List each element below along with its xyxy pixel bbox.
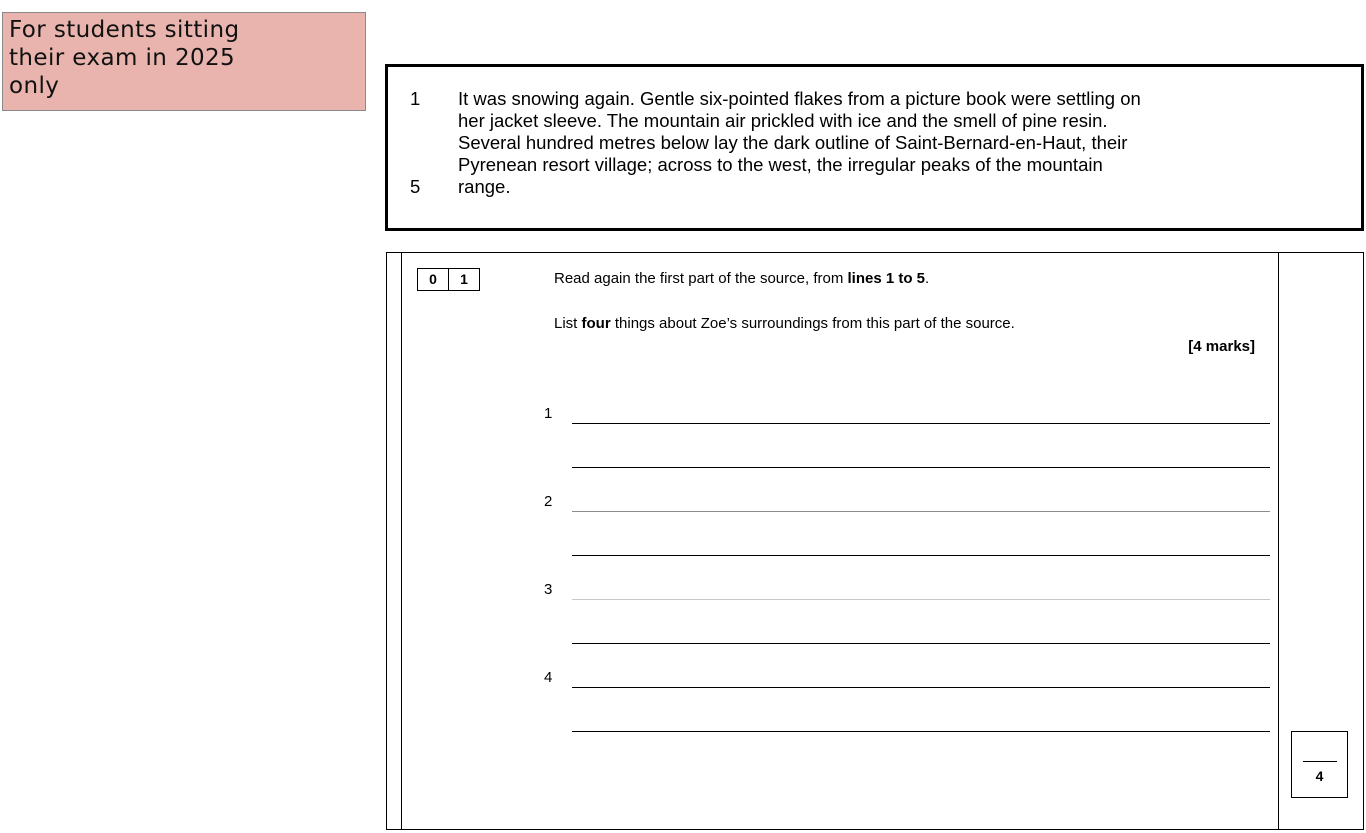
answer-line[interactable]: [572, 599, 1270, 600]
answer-line[interactable]: [572, 423, 1270, 424]
exam-year-notice: [2, 12, 366, 111]
instruction-bold: lines 1 to 5: [847, 270, 926, 287]
instruction-text: .: [925, 270, 930, 287]
source-text: Several hundred metres below lay the dark outline of Saint-Bernard-en-Haut, their: [458, 132, 1128, 153]
question-number-digit: 0: [429, 271, 437, 287]
task-bold: four: [581, 315, 611, 332]
notice-line: their exam in 2025: [9, 45, 236, 71]
answer-number: 3: [544, 581, 553, 598]
question-task: [554, 315, 1015, 333]
answer-line[interactable]: [572, 643, 1270, 644]
question-number: [417, 268, 480, 291]
score-total: 4: [1315, 768, 1324, 784]
answer-line[interactable]: [572, 687, 1270, 688]
answer-line[interactable]: [572, 467, 1270, 468]
line-number: 5: [410, 176, 421, 197]
source-extract: [385, 64, 1364, 231]
source-text: range.: [458, 176, 511, 197]
notice-line: For students sitting: [9, 17, 240, 43]
notice-line: only: [9, 73, 60, 99]
task-text: List: [554, 315, 582, 332]
task-text: things about Zoe’s surroundings from this part of the source.: [610, 315, 1015, 332]
question-instruction: [554, 270, 929, 288]
score-divider: [1303, 761, 1337, 762]
answer-number: 1: [544, 405, 553, 422]
question-box: [386, 252, 1364, 830]
answer-number: 2: [544, 493, 553, 510]
source-text: her jacket sleeve. The mountain air prickled with ice and the smell of pine resin.: [458, 110, 1108, 131]
source-text: Pyrenean resort village; across to the west, the irregular peaks of the mountain: [458, 154, 1103, 175]
answer-line[interactable]: [572, 731, 1270, 732]
score-box[interactable]: [1291, 731, 1348, 798]
marks-label: [4 marks]: [1188, 338, 1255, 355]
line-number: 1: [410, 88, 421, 109]
question-number-digit: 1: [448, 269, 479, 290]
answer-line[interactable]: [572, 555, 1270, 556]
answer-line[interactable]: [572, 511, 1270, 512]
margin-rule: [1278, 253, 1279, 829]
answer-number: 4: [544, 669, 553, 686]
instruction-text: Read again the first part of the source, from: [554, 270, 848, 287]
margin-rule: [401, 253, 402, 829]
source-text: It was snowing again. Gentle six-pointed flakes from a picture book were settling on: [458, 88, 1141, 109]
